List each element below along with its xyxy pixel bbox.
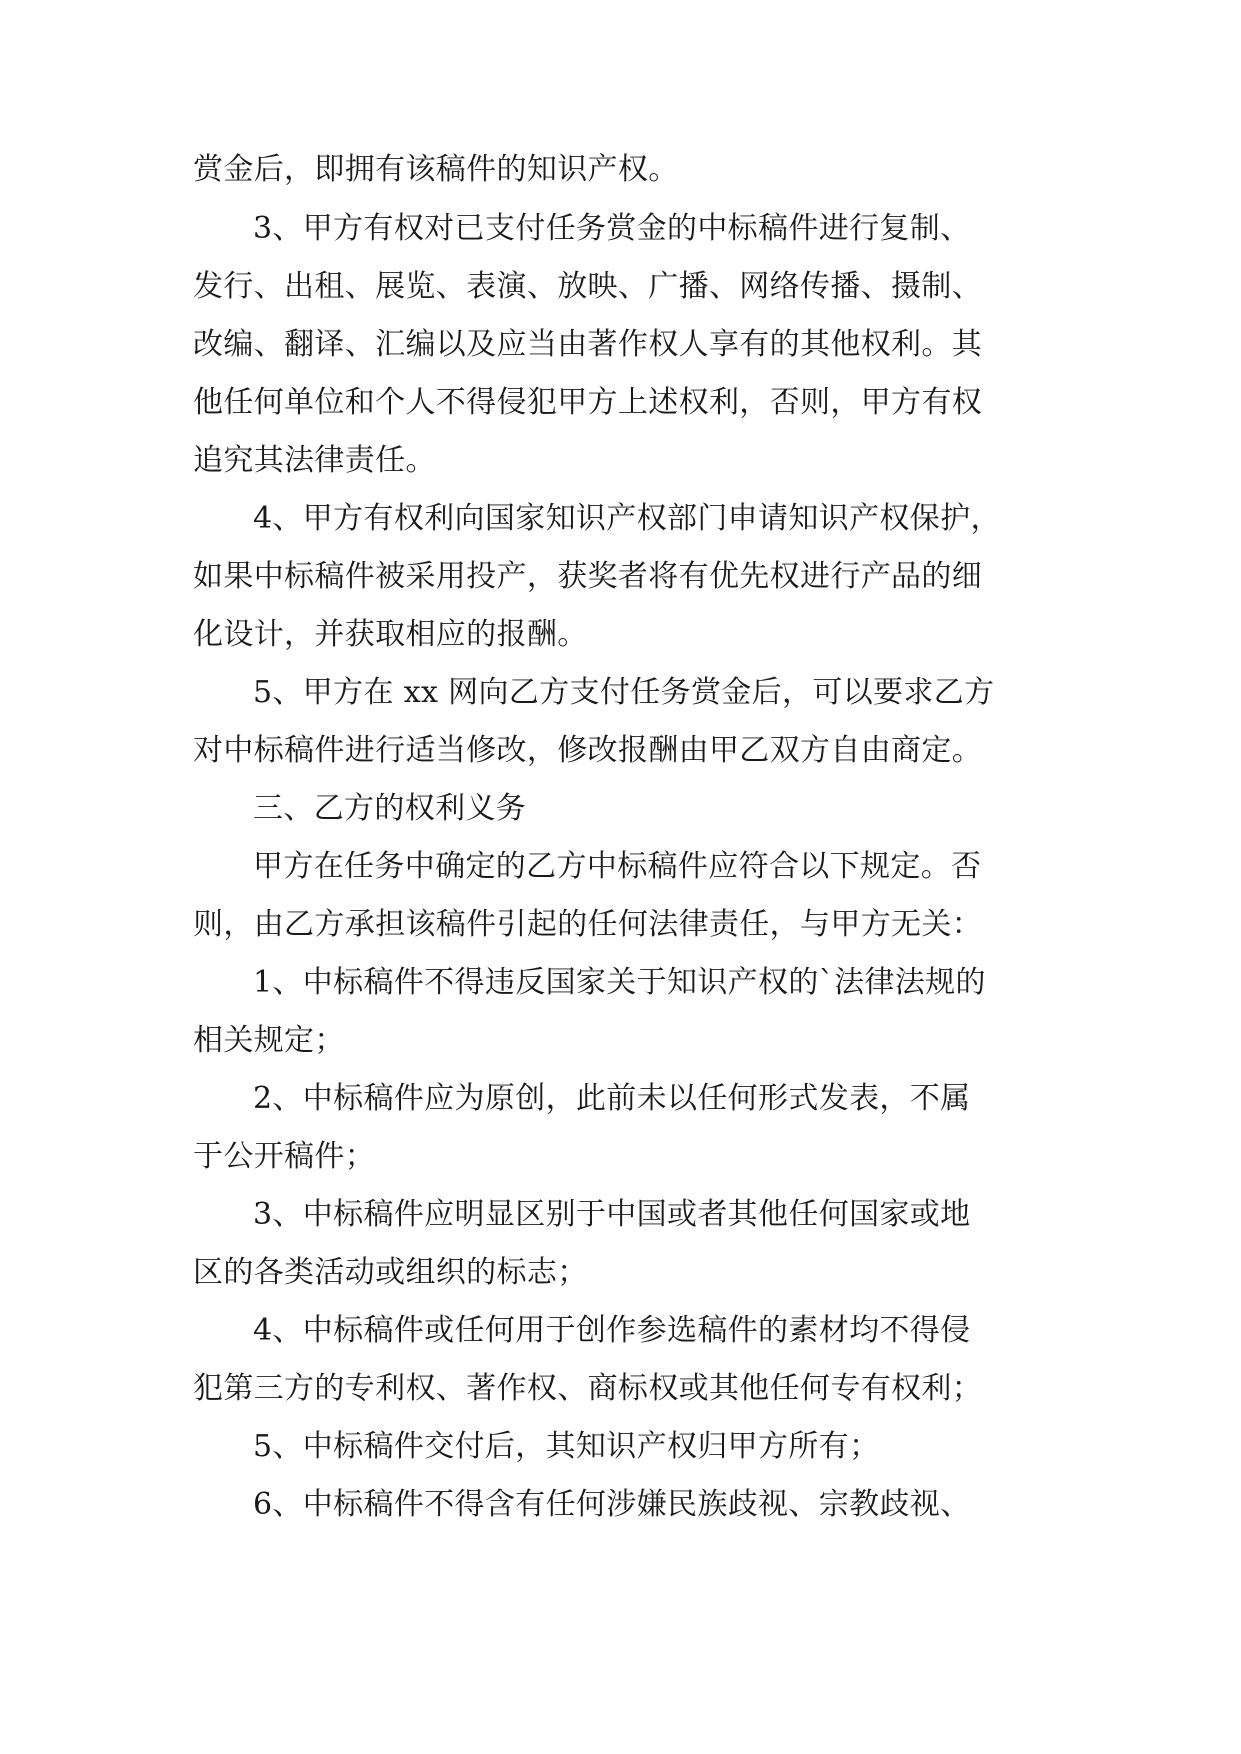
text-line: 则，由乙方承担该稿件引起的任何法律责任，与甲方无关： xyxy=(193,907,983,942)
text-line: 化设计，并获取相应的报酬。 xyxy=(193,617,588,652)
text-line: 他任何单位和个人不得侵犯甲方上述权利，否则，甲方有权 xyxy=(193,385,983,420)
text-line: 追究其法律责任。 xyxy=(193,443,436,478)
text-line: 犯第三方的专利权、著作权、商标权或其他任何专有权利； xyxy=(193,1371,983,1406)
section-heading: 三、乙方的权利义务 xyxy=(253,791,527,826)
text-line: 如果中标稿件被采用投产，获奖者将有优先权进行产品的细 xyxy=(193,559,983,594)
text-line: 4、中标稿件或任何用于创作参选稿件的素材均不得侵 xyxy=(253,1313,971,1348)
text-line: 3、甲方有权对已支付任务赏金的中标稿件进行复制、 xyxy=(253,211,971,246)
text-line: 相关规定； xyxy=(193,1023,345,1058)
text-line: 发行、出租、展览、表演、放映、广播、网络传播、摄制、 xyxy=(193,269,983,304)
text-line: 1、中标稿件不得违反国家关于知识产权的`法律法规的 xyxy=(253,965,986,1000)
text-line: 2、中标稿件应为原创，此前未以任何形式发表，不属 xyxy=(253,1081,971,1116)
text-line: 6、中标稿件不得含有任何涉嫌民族歧视、宗教歧视、 xyxy=(253,1487,971,1522)
text-line: 5、甲方在 xx 网向乙方支付任务赏金后，可以要求乙方 xyxy=(253,675,995,710)
text-line: 于公开稿件； xyxy=(193,1139,376,1174)
text-line: 3、中标稿件应明显区别于中国或者其他任何国家或地 xyxy=(253,1197,971,1232)
text-line: 改编、翻译、汇编以及应当由著作权人享有的其他权利。其 xyxy=(193,327,983,362)
text-line: 5、中标稿件交付后，其知识产权归甲方所有； xyxy=(253,1429,880,1464)
text-line: 对中标稿件进行适当修改，修改报酬由甲乙双方自由商定。 xyxy=(193,733,983,768)
text-line: 4、甲方有权利向国家知识产权部门申请知识产权保护， xyxy=(253,501,1001,536)
text-line: 赏金后，即拥有该稿件的知识产权。 xyxy=(193,152,679,187)
text-line: 区的各类活动或组织的标志； xyxy=(193,1255,588,1290)
text-line: 甲方在任务中确定的乙方中标稿件应符合以下规定。否 xyxy=(253,849,982,884)
